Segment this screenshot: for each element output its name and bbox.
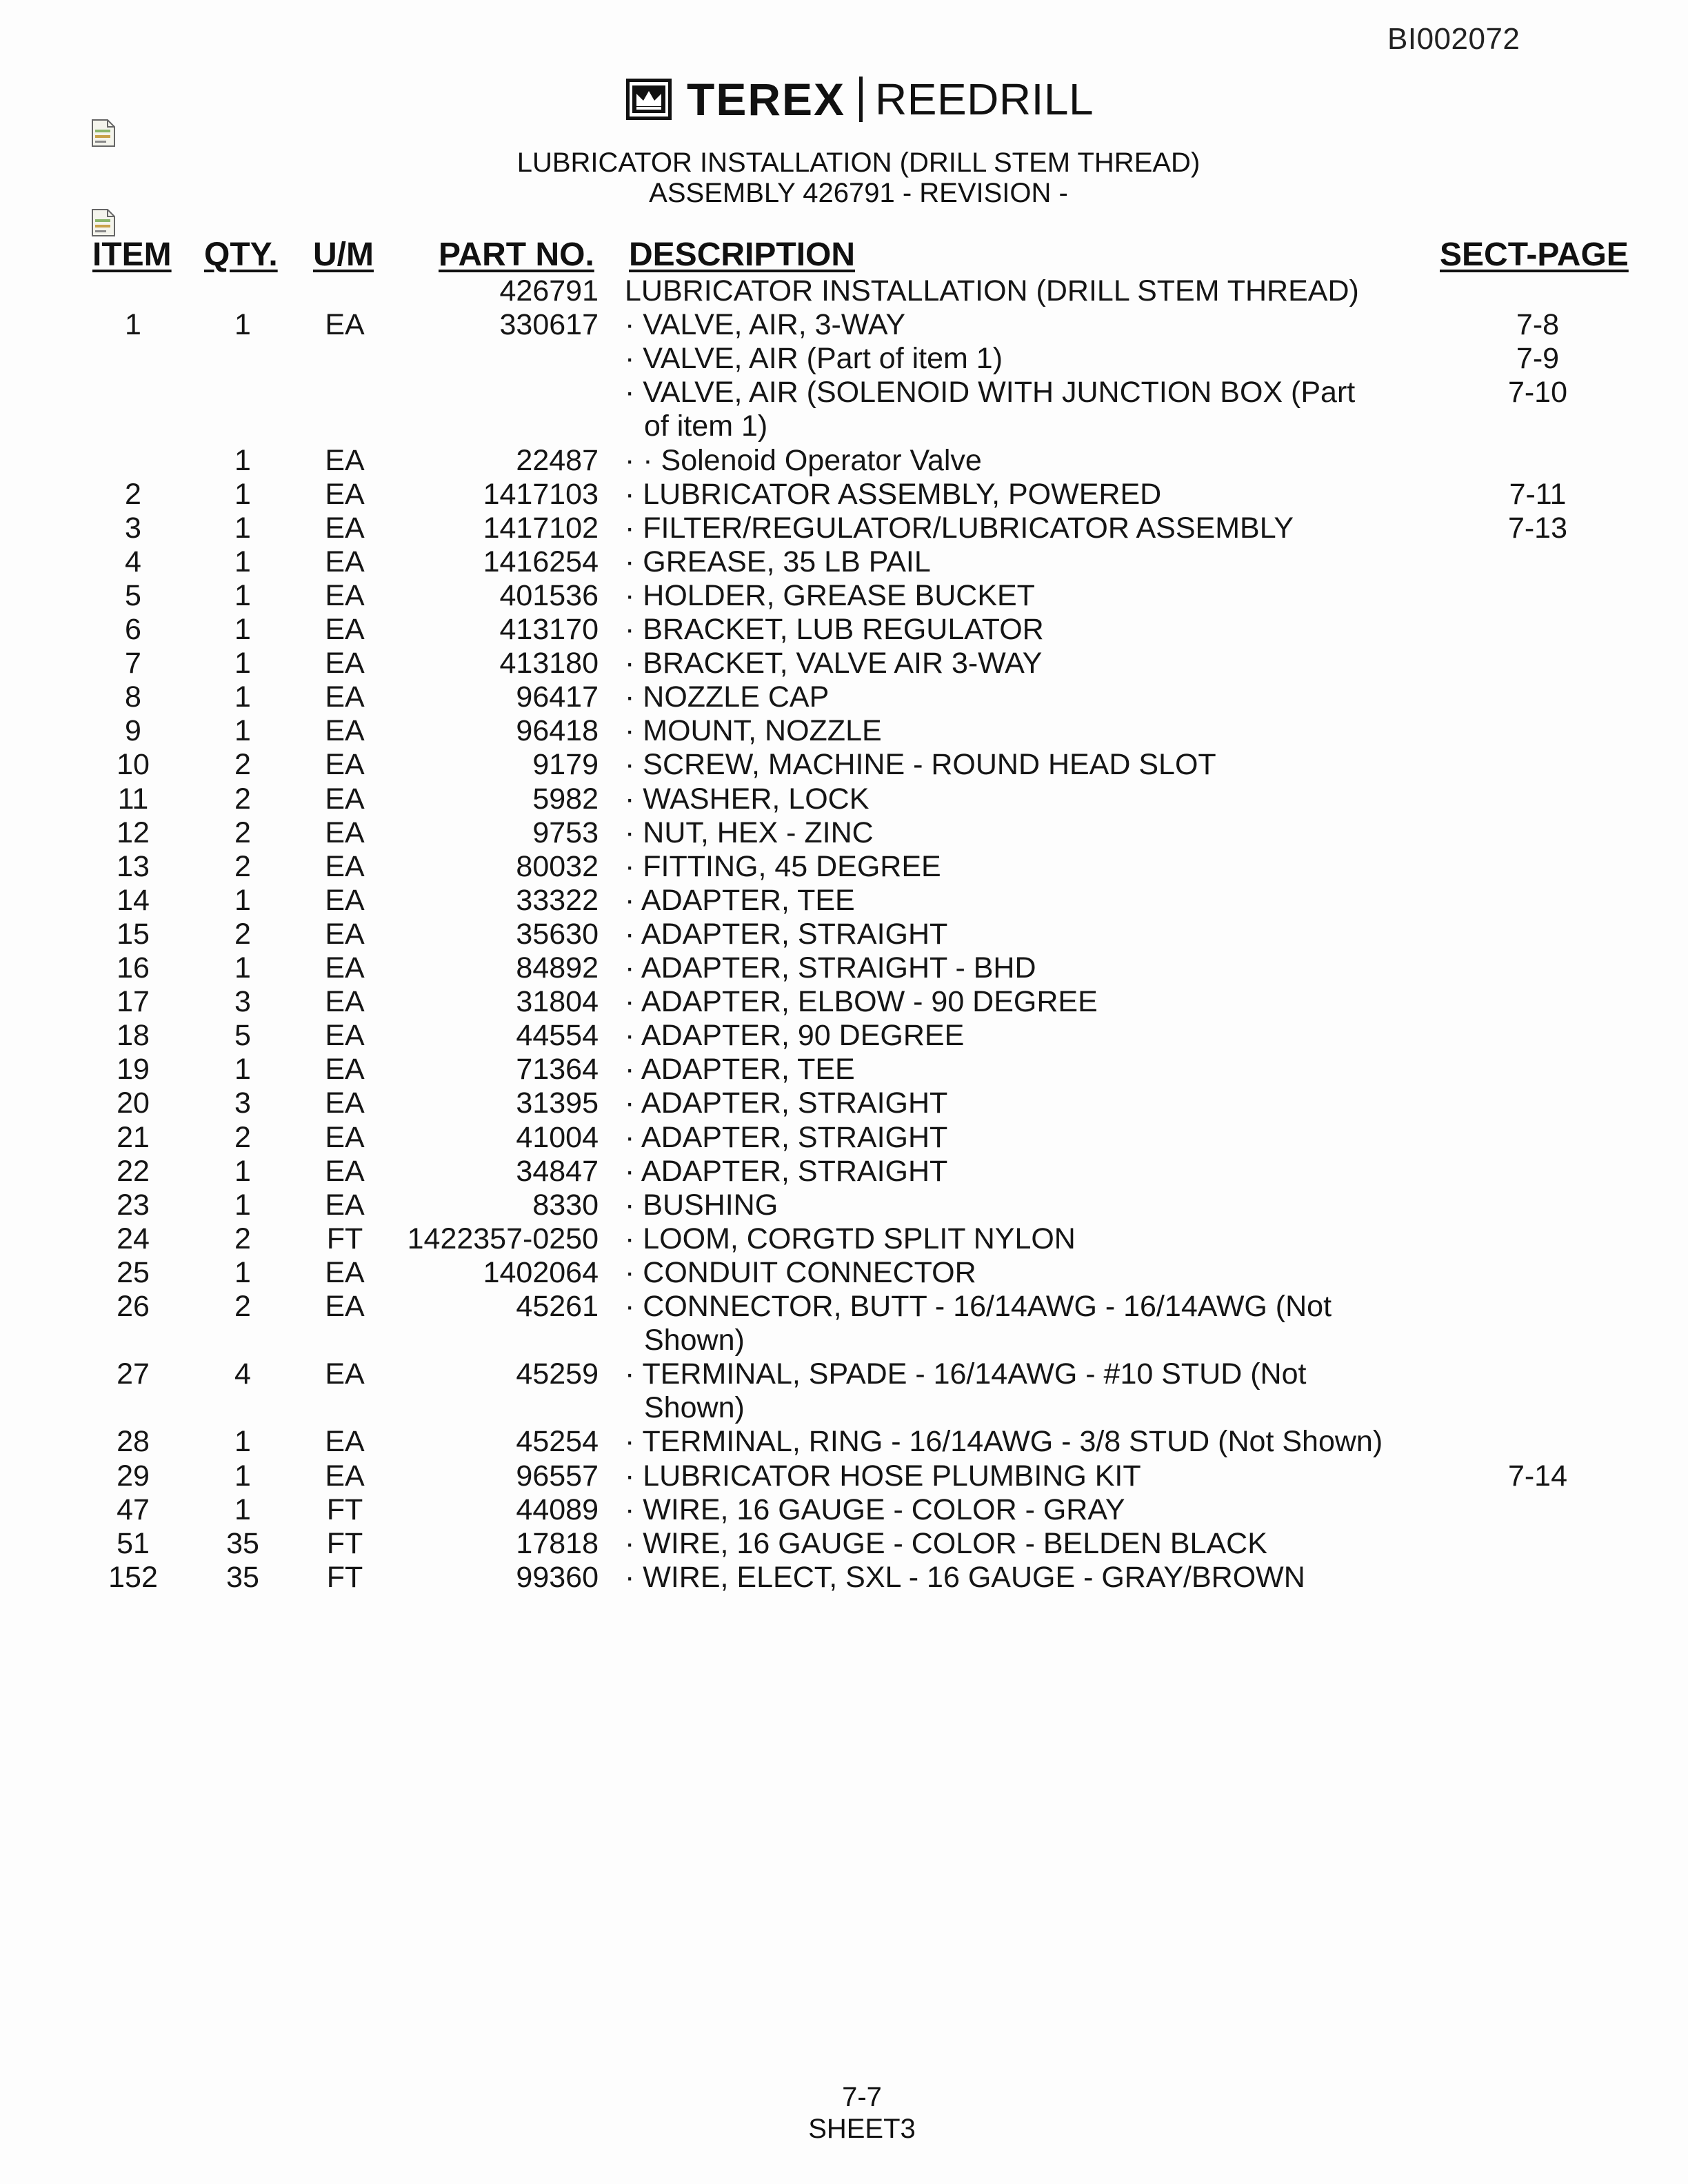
item-number: 6 — [125, 613, 141, 646]
table-row — [0, 782, 1688, 816]
terex-crown-logo-icon — [626, 79, 672, 120]
unit-of-measure: FT — [326, 1493, 363, 1526]
table-row — [0, 951, 1688, 985]
item-number: 14 — [117, 884, 150, 917]
description: LUBRICATOR INSTALLATION (DRILL STEM THREAD) — [625, 274, 1359, 307]
item-number: 24 — [117, 1222, 150, 1255]
document-id: BI002072 — [1387, 22, 1520, 56]
part-number[interactable]: 34847 — [516, 1155, 599, 1188]
logo-divider — [859, 77, 863, 122]
unit-of-measure: EA — [325, 478, 365, 511]
document-icon[interactable] — [91, 119, 116, 148]
table-row — [0, 512, 1688, 545]
description: · WIRE, 16 GAUGE - COLOR - BELDEN BLACK — [625, 1527, 1267, 1560]
description: · ADAPTER, STRAIGHT — [625, 1121, 948, 1154]
unit-of-measure: EA — [325, 918, 365, 951]
quantity: 1 — [234, 1155, 251, 1188]
part-number[interactable]: 96557 — [516, 1459, 599, 1493]
item-number: 1 — [125, 308, 141, 341]
description: · HOLDER, GREASE BUCKET — [625, 579, 1035, 612]
quantity: 1 — [234, 613, 251, 646]
item-number: 17 — [117, 985, 150, 1018]
unit-of-measure: EA — [325, 444, 365, 477]
item-number: 3 — [125, 512, 141, 545]
unit-of-measure: EA — [325, 951, 365, 984]
description: · ADAPTER, STRAIGHT — [625, 918, 948, 951]
unit-of-measure: EA — [325, 308, 365, 341]
header-description: DESCRIPTION — [629, 236, 856, 273]
table-row — [0, 1086, 1688, 1120]
item-number: 13 — [117, 850, 150, 883]
quantity: 35 — [226, 1527, 259, 1560]
table-row — [0, 545, 1688, 579]
table-row — [0, 714, 1688, 748]
description: · FILTER/REGULATOR/LUBRICATOR ASSEMBLY — [625, 512, 1294, 545]
description: · NUT, HEX - ZINC — [625, 816, 874, 849]
item-number: 12 — [117, 816, 150, 849]
description-continued: of item 1) — [644, 410, 768, 443]
table-row — [0, 647, 1688, 680]
part-number[interactable]: 5982 — [532, 782, 599, 816]
table-row — [0, 342, 1688, 376]
item-number: 152 — [108, 1561, 158, 1594]
part-number[interactable]: 401536 — [499, 579, 599, 612]
part-number[interactable]: 99360 — [516, 1561, 599, 1594]
unit-of-measure: EA — [325, 748, 365, 781]
unit-of-measure: EA — [325, 512, 365, 545]
part-number[interactable]: 426791 — [499, 274, 599, 307]
table-row — [0, 1527, 1688, 1561]
part-number[interactable]: 1416254 — [483, 545, 599, 578]
unit-of-measure: FT — [326, 1561, 363, 1594]
quantity: 5 — [234, 1019, 251, 1052]
part-number[interactable]: 45254 — [516, 1425, 599, 1458]
table-row — [0, 1121, 1688, 1155]
description: · BUSHING — [625, 1189, 778, 1222]
table-row — [0, 1357, 1688, 1391]
part-number[interactable]: 1417103 — [483, 478, 599, 511]
table-row — [0, 748, 1688, 782]
table-row — [0, 918, 1688, 951]
table-row-continuation — [0, 410, 1688, 443]
quantity: 2 — [234, 816, 251, 849]
description: · MOUNT, NOZZLE — [625, 714, 882, 747]
table-row — [0, 1561, 1688, 1595]
part-number[interactable]: 8330 — [532, 1189, 599, 1222]
table-row — [0, 1425, 1688, 1459]
item-number: 8 — [125, 680, 141, 714]
quantity: 1 — [234, 884, 251, 917]
table-row — [0, 444, 1688, 478]
table-row — [0, 1222, 1688, 1256]
description: · WASHER, LOCK — [625, 782, 870, 816]
part-number[interactable]: 1422357-0250 — [407, 1222, 599, 1255]
item-number: 51 — [117, 1527, 150, 1560]
table-row — [0, 1019, 1688, 1053]
quantity: 4 — [234, 1357, 251, 1391]
unit-of-measure: EA — [325, 1053, 365, 1086]
part-number[interactable]: 31395 — [516, 1086, 599, 1120]
unit-of-measure: FT — [326, 1527, 363, 1560]
assembly-subtitle: ASSEMBLY 426791 - REVISION - — [649, 178, 1068, 208]
item-number: 26 — [117, 1290, 150, 1323]
quantity: 2 — [234, 850, 251, 883]
description: · ADAPTER, STRAIGHT - BHD — [625, 951, 1036, 984]
description: · ADAPTER, TEE — [625, 1053, 855, 1086]
description: · LUBRICATOR ASSEMBLY, POWERED — [625, 478, 1162, 511]
part-number[interactable]: 33322 — [516, 884, 599, 917]
description: · FITTING, 45 DEGREE — [625, 850, 941, 883]
part-number[interactable]: 96417 — [516, 680, 599, 714]
part-number[interactable]: 1417102 — [483, 512, 599, 545]
quantity: 1 — [234, 308, 251, 341]
part-number[interactable]: 80032 — [516, 850, 599, 883]
table-row-continuation — [0, 1391, 1688, 1425]
item-number: 15 — [117, 918, 150, 951]
sect-page[interactable]: 7-10 — [1507, 376, 1568, 409]
item-number: 21 — [117, 1121, 150, 1154]
item-number: 23 — [117, 1189, 150, 1222]
item-number: 11 — [117, 782, 149, 816]
part-number[interactable]: 17818 — [516, 1527, 599, 1560]
unit-of-measure: EA — [325, 1425, 365, 1458]
quantity: 1 — [234, 1053, 251, 1086]
description: · ADAPTER, STRAIGHT — [625, 1086, 948, 1120]
part-number[interactable]: 45259 — [516, 1357, 599, 1391]
table-row — [0, 308, 1688, 342]
quantity: 1 — [234, 647, 251, 680]
sheet-label: SHEET3 — [808, 2114, 916, 2144]
part-number[interactable]: 35630 — [516, 918, 599, 951]
quantity: 2 — [234, 748, 251, 781]
part-number[interactable]: 71364 — [516, 1053, 599, 1086]
quantity: 2 — [234, 1290, 251, 1323]
quantity: 1 — [234, 1189, 251, 1222]
unit-of-measure: EA — [325, 850, 365, 883]
unit-of-measure: EA — [325, 1459, 365, 1493]
brand-logo — [626, 74, 1094, 124]
item-number: 27 — [117, 1357, 150, 1391]
brand-name: TEREX — [687, 74, 846, 125]
description: · GREASE, 35 LB PAIL — [625, 545, 931, 578]
part-number[interactable]: 413170 — [499, 613, 599, 646]
item-number: 18 — [117, 1019, 150, 1052]
description: · NOZZLE CAP — [625, 680, 830, 714]
sect-page[interactable]: 7-9 — [1516, 342, 1560, 375]
quantity: 1 — [234, 1425, 251, 1458]
table-row — [0, 850, 1688, 884]
header-um: U/M — [313, 236, 374, 273]
table-row — [0, 816, 1688, 850]
quantity: 1 — [234, 444, 251, 477]
part-number[interactable]: 413180 — [499, 647, 599, 680]
quantity: 1 — [234, 478, 251, 511]
table-row — [0, 1053, 1688, 1086]
item-number: 16 — [117, 951, 150, 984]
part-number[interactable]: 1402064 — [483, 1256, 599, 1289]
unit-of-measure: EA — [325, 1121, 365, 1154]
quantity: 2 — [234, 1121, 251, 1154]
description: · LOOM, CORGTD SPLIT NYLON — [625, 1222, 1076, 1255]
description: · SCREW, MACHINE - ROUND HEAD SLOT — [625, 748, 1216, 781]
item-number: 2 — [125, 478, 141, 511]
part-number[interactable]: 84892 — [516, 951, 599, 984]
unit-of-measure: EA — [325, 680, 365, 714]
description: · VALVE, AIR, 3-WAY — [625, 308, 906, 341]
table-row — [0, 1256, 1688, 1290]
description: · CONDUIT CONNECTOR — [625, 1256, 976, 1289]
quantity: 1 — [234, 680, 251, 714]
quantity: 3 — [234, 985, 251, 1018]
quantity: 1 — [234, 545, 251, 578]
description: · BRACKET, LUB REGULATOR — [625, 613, 1044, 646]
header-part-no: PART NO. — [439, 236, 594, 273]
part-number[interactable]: 44554 — [516, 1019, 599, 1052]
item-number: 10 — [117, 748, 150, 781]
quantity: 1 — [234, 1459, 251, 1493]
table-row — [0, 1155, 1688, 1189]
table-row — [0, 478, 1688, 512]
part-number[interactable]: 96418 — [516, 714, 599, 747]
unit-of-measure: EA — [325, 714, 365, 747]
quantity: 2 — [234, 1222, 251, 1255]
quantity: 1 — [234, 1256, 251, 1289]
sect-page[interactable]: 7-13 — [1507, 512, 1568, 545]
quantity: 35 — [226, 1561, 259, 1594]
item-number: 19 — [117, 1053, 150, 1086]
description: · ADAPTER, STRAIGHT — [625, 1155, 948, 1188]
unit-of-measure: EA — [325, 985, 365, 1018]
description: · VALVE, AIR (SOLENOID WITH JUNCTION BOX (Part — [625, 376, 1356, 409]
part-number[interactable]: 31804 — [516, 985, 599, 1018]
item-number: 4 — [125, 545, 141, 578]
item-number: 28 — [117, 1425, 150, 1458]
item-number: 7 — [125, 647, 141, 680]
product-name: REEDRILL — [875, 74, 1094, 124]
unit-of-measure: EA — [325, 884, 365, 917]
description: · CONNECTOR, BUTT - 16/14AWG - 16/14AWG (Not — [625, 1290, 1332, 1323]
description: · WIRE, ELECT, SXL - 16 GAUGE - GRAY/BROWN — [625, 1561, 1305, 1594]
table-row — [0, 680, 1688, 714]
unit-of-measure: EA — [325, 1086, 365, 1120]
unit-of-measure: EA — [325, 1256, 365, 1289]
part-number[interactable]: 9179 — [532, 748, 599, 781]
header-qty: QTY. — [204, 236, 278, 273]
unit-of-measure: FT — [326, 1222, 363, 1255]
unit-of-measure: EA — [325, 579, 365, 612]
quantity: 2 — [234, 918, 251, 951]
item-number: 29 — [117, 1459, 150, 1493]
part-number[interactable]: 44089 — [516, 1493, 599, 1526]
part-number[interactable]: 45261 — [516, 1290, 599, 1323]
description-continued: Shown) — [644, 1391, 745, 1424]
header-item: ITEM — [92, 236, 172, 273]
item-number: 25 — [117, 1256, 150, 1289]
table-row — [0, 613, 1688, 647]
table-row — [0, 1189, 1688, 1222]
description: · ADAPTER, ELBOW - 90 DEGREE — [625, 985, 1098, 1018]
table-row — [0, 985, 1688, 1019]
item-number: 9 — [125, 714, 141, 747]
unit-of-measure: EA — [325, 782, 365, 816]
unit-of-measure: EA — [325, 1189, 365, 1222]
quantity: 1 — [234, 1493, 251, 1526]
header-sect-page: SECT-PAGE — [1440, 236, 1629, 273]
description: · TERMINAL, SPADE - 16/14AWG - #10 STUD (Not — [625, 1357, 1307, 1391]
document-icon[interactable] — [91, 208, 116, 237]
unit-of-measure: EA — [325, 545, 365, 578]
unit-of-measure: EA — [325, 816, 365, 849]
description: · BRACKET, VALVE AIR 3-WAY — [625, 647, 1043, 680]
quantity: 1 — [234, 714, 251, 747]
item-number: 5 — [125, 579, 141, 612]
table-row — [0, 579, 1688, 613]
quantity: 3 — [234, 1086, 251, 1120]
page-number: 7-7 — [842, 2082, 882, 2112]
description: · · Solenoid Operator Valve — [625, 444, 982, 477]
unit-of-measure: EA — [325, 1155, 365, 1188]
item-number: 47 — [117, 1493, 150, 1526]
unit-of-measure: EA — [325, 647, 365, 680]
sect-page[interactable]: 7-11 — [1509, 478, 1567, 511]
quantity: 2 — [234, 782, 251, 816]
table-row — [0, 884, 1688, 918]
unit-of-measure: EA — [325, 1357, 365, 1391]
description: · WIRE, 16 GAUGE - COLOR - GRAY — [625, 1493, 1125, 1526]
quantity: 1 — [234, 579, 251, 612]
item-number: 20 — [117, 1086, 150, 1120]
unit-of-measure: EA — [325, 613, 365, 646]
table-row — [0, 274, 1688, 308]
description: · ADAPTER, 90 DEGREE — [625, 1019, 965, 1052]
sect-page[interactable]: 7-14 — [1507, 1459, 1568, 1493]
quantity: 1 — [234, 951, 251, 984]
item-number: 22 — [117, 1155, 150, 1188]
quantity: 1 — [234, 512, 251, 545]
table-row — [0, 1493, 1688, 1527]
part-number[interactable]: 9753 — [532, 816, 599, 849]
unit-of-measure: EA — [325, 1019, 365, 1052]
description: · LUBRICATOR HOSE PLUMBING KIT — [625, 1459, 1141, 1493]
unit-of-measure: EA — [325, 1290, 365, 1323]
sect-page[interactable]: 7-8 — [1516, 308, 1560, 341]
table-row — [0, 1290, 1688, 1324]
document-title: LUBRICATOR INSTALLATION (DRILL STEM THREAD) — [516, 148, 1200, 178]
description: · VALVE, AIR (Part of item 1) — [625, 342, 1003, 375]
table-row — [0, 376, 1688, 410]
description: · TERMINAL, RING - 16/14AWG - 3/8 STUD (Not Shown) — [625, 1425, 1383, 1458]
part-number[interactable]: 330617 — [499, 308, 599, 341]
table-row-continuation — [0, 1324, 1688, 1357]
description-continued: Shown) — [644, 1324, 745, 1357]
part-number[interactable]: 22487 — [516, 444, 599, 477]
part-number[interactable]: 41004 — [516, 1121, 599, 1154]
table-row — [0, 1459, 1688, 1493]
description: · ADAPTER, TEE — [625, 884, 855, 917]
